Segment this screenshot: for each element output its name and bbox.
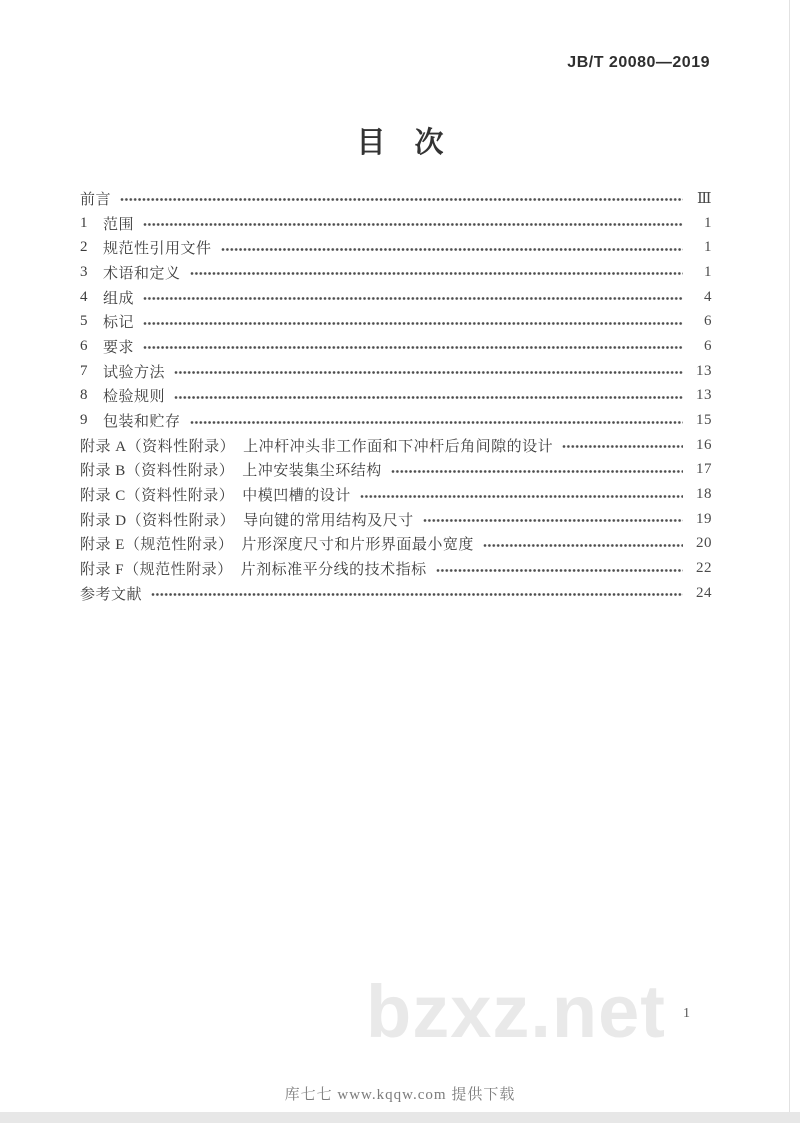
toc-entry bbox=[80, 507, 712, 532]
toc-entry-page: 15 bbox=[696, 412, 712, 429]
toc-entry-number: 7 bbox=[80, 362, 88, 379]
toc-entry-label: 附录 F（规范性附录） 片剂标准平分线的技术指标 bbox=[80, 562, 427, 579]
toc-entry-page: 20 bbox=[696, 535, 712, 552]
dot-leader bbox=[143, 345, 683, 350]
dot-leader bbox=[143, 321, 683, 326]
toc-entry-page: 4 bbox=[704, 288, 712, 305]
toc-entry-page: 13 bbox=[696, 387, 712, 404]
toc-entry bbox=[80, 482, 712, 507]
toc-entry-label: 规范性引用文件 bbox=[103, 241, 212, 258]
dot-leader bbox=[151, 592, 683, 597]
toc-entry-page: 6 bbox=[704, 337, 712, 354]
toc-entry-label: 试验方法 bbox=[103, 364, 166, 381]
toc-entry bbox=[80, 532, 712, 557]
toc-entry bbox=[80, 235, 712, 260]
toc-entry-number: 9 bbox=[80, 412, 88, 429]
toc-entry bbox=[80, 384, 712, 409]
toc-entry bbox=[80, 433, 712, 458]
toc-entry-label: 参考文献 bbox=[80, 586, 143, 603]
toc-entry-number: 6 bbox=[80, 337, 88, 354]
toc-entry-label: 标记 bbox=[103, 315, 135, 332]
toc-entry-label: 包装和贮存 bbox=[103, 414, 181, 431]
toc-entry-label: 附录 D（资料性附录） 导向键的常用结构及尺寸 bbox=[80, 512, 414, 529]
toc-entry-page: 18 bbox=[696, 486, 712, 503]
toc-entry bbox=[80, 260, 712, 285]
toc-entry-label: 检验规则 bbox=[103, 389, 166, 406]
dot-leader bbox=[174, 370, 683, 375]
toc-entry bbox=[80, 408, 712, 433]
dot-leader bbox=[562, 444, 683, 449]
dot-leader bbox=[436, 568, 683, 573]
toc-entry-page: 13 bbox=[696, 362, 712, 379]
toc-entry-label: 附录 C（资料性附录） 中模凹槽的设计 bbox=[80, 488, 351, 505]
toc-entry bbox=[80, 458, 712, 483]
toc-entry bbox=[80, 186, 712, 211]
toc-entry-page: 1 bbox=[704, 263, 712, 280]
toc-entry-number: 5 bbox=[80, 313, 88, 330]
dot-leader bbox=[174, 395, 683, 400]
page-number: 1 bbox=[683, 1006, 690, 1021]
dot-leader bbox=[143, 222, 683, 227]
toc-entry bbox=[80, 581, 712, 606]
toc-entry-page: 19 bbox=[696, 510, 712, 527]
toc-entry-label: 附录 B（资料性附录） 上冲安装集尘环结构 bbox=[80, 463, 382, 480]
table-of-contents bbox=[80, 186, 712, 606]
toc-entry-number: 3 bbox=[80, 263, 88, 280]
toc-entry-page: 6 bbox=[704, 313, 712, 330]
toc-entry bbox=[80, 211, 712, 236]
toc-entry bbox=[80, 309, 712, 334]
dot-leader bbox=[221, 247, 683, 252]
toc-entry-page: 17 bbox=[696, 461, 712, 478]
dot-leader bbox=[190, 420, 683, 425]
dot-leader bbox=[391, 469, 683, 474]
toc-entry-label: 术语和定义 bbox=[103, 265, 181, 282]
toc-entry-label: 附录 E（规范性附录） 片形深度尺寸和片形界面最小宽度 bbox=[80, 537, 474, 554]
toc-entry-label: 要求 bbox=[103, 339, 135, 356]
watermark-text: bzxz.net bbox=[366, 970, 666, 1053]
toc-entry-label: 前言 bbox=[80, 191, 112, 208]
toc-entry-number: 2 bbox=[80, 239, 88, 256]
toc-entry-number: 4 bbox=[80, 288, 88, 305]
standard-code: JB/T 20080—2019 bbox=[567, 54, 710, 71]
toc-entry-label: 附录 A（资料性附录） 上冲杆冲头非工作面和下冲杆后角间隙的设计 bbox=[80, 438, 554, 455]
dot-leader bbox=[423, 518, 683, 523]
toc-entry bbox=[80, 285, 712, 310]
toc-entry-page: 22 bbox=[696, 560, 712, 577]
toc-entry-page: 1 bbox=[704, 239, 712, 256]
dot-leader bbox=[190, 271, 683, 276]
page-title: 目 次 bbox=[356, 127, 444, 159]
dot-leader bbox=[360, 494, 683, 499]
scan-footer-strip bbox=[0, 1112, 800, 1123]
scan-edge-line bbox=[789, 0, 790, 1112]
toc-entry-page: 1 bbox=[704, 214, 712, 231]
toc-entry-number: 1 bbox=[80, 214, 88, 231]
toc-entry-label: 组成 bbox=[103, 290, 135, 307]
dot-leader bbox=[143, 296, 683, 301]
toc-entry bbox=[80, 334, 712, 359]
toc-entry bbox=[80, 359, 712, 384]
toc-entry-label: 范围 bbox=[103, 216, 135, 233]
toc-entry bbox=[80, 556, 712, 581]
toc-entry-page: Ⅲ bbox=[697, 190, 712, 207]
toc-entry-number: 8 bbox=[80, 387, 88, 404]
download-source-note: 库七七 www.kqqw.com 提供下载 bbox=[284, 1087, 516, 1103]
toc-entry-page: 24 bbox=[696, 584, 712, 601]
dot-leader bbox=[120, 197, 683, 202]
dot-leader bbox=[483, 543, 683, 548]
toc-entry-page: 16 bbox=[696, 436, 712, 453]
